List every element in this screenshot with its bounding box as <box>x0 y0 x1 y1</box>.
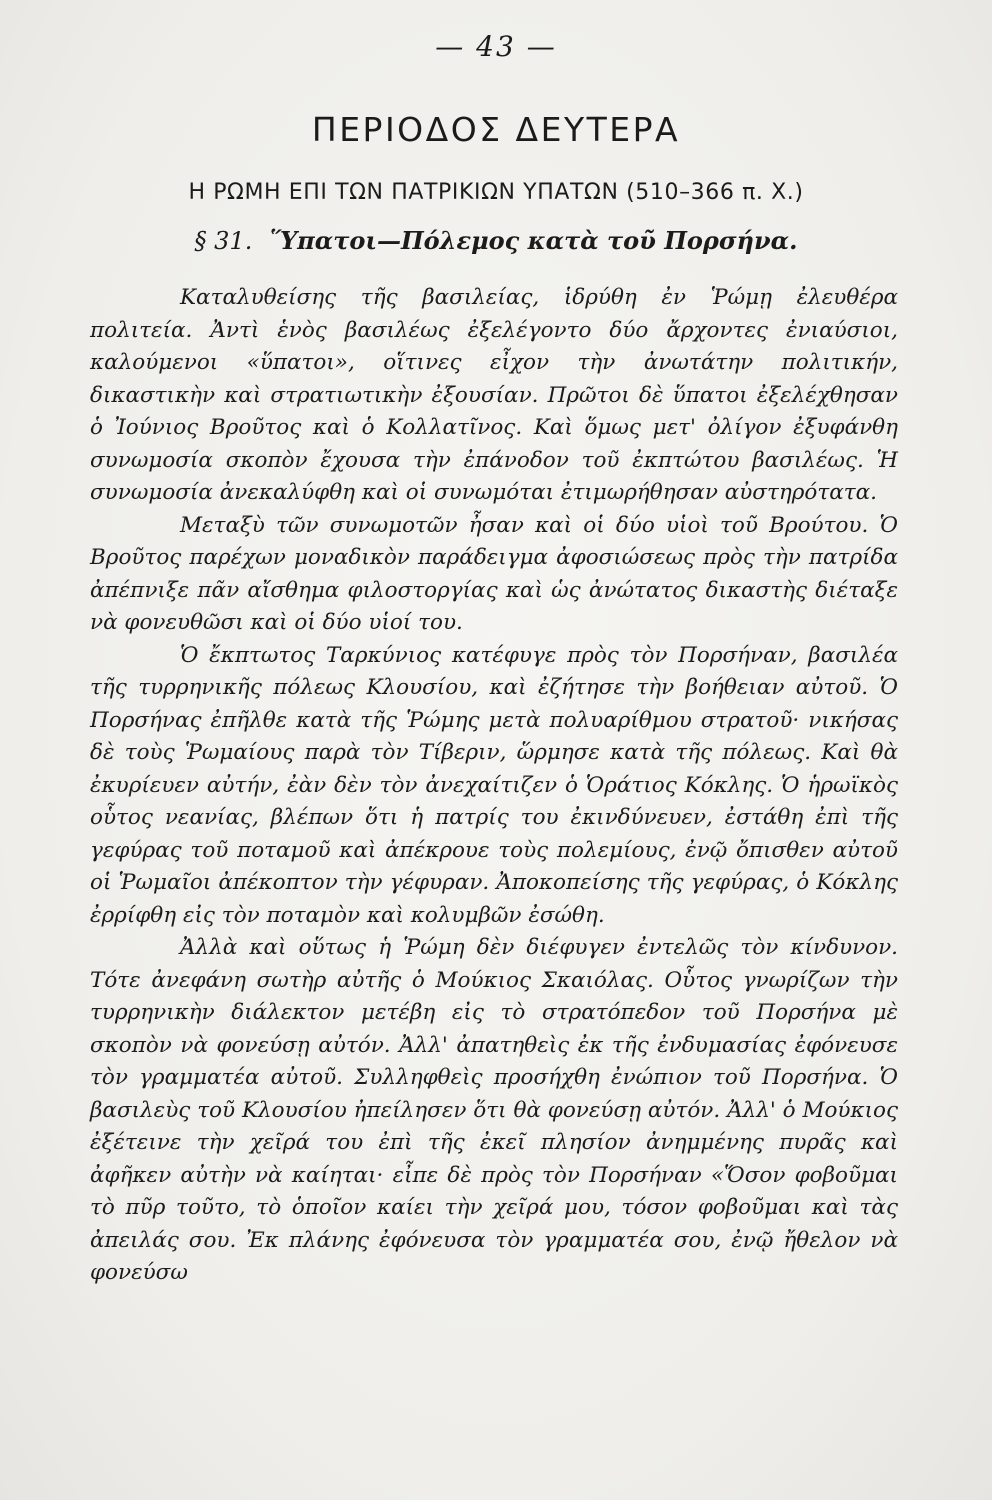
paragraph: Ἀλλὰ καὶ οὕτως ἡ Ῥώμη δὲν διέφυγεν ἐντελῶς τὸν κίνδυνον. Τότε ἀνεφάνη σωτὴρ αὐτῆς ὁ Μούκιος Σκαιόλας. Οὗτος γνωρίζων τὴν τυρρηνικὴν διάλεκτον μετέβη εἰς τὸ στρατόπεδον τοῦ Πορσήνα μὲ σκοπὸν νὰ φονεύσῃ αὐτόν. Ἀλλ' ἀπατηθεὶς ἐκ τῆς ἐνδυμασίας ἐφόνευσε τὸν γραμματέα αὐτοῦ. Συλληφθεὶς προσήχθη ἐνώπιον τοῦ Πορσήνα. Ὁ βασιλεὺς τοῦ Κλουσίου ἠπείλησεν ὅτι θὰ φονεύσῃ αὐτόν. Ἀλλ' ὁ Μούκιος ἐξέτεινε τὴν χεῖρά του ἐπὶ τῆς ἐκεῖ πλησίον ἀνημμένης πυρᾶς καὶ ἀφῆκεν αὐτὴν νὰ καίηται· εἶπε δὲ πρὸς τὸν Πορσήναν «Ὅσον φοβοῦμαι τὸ πῦρ τοῦτο, τὸ ὁποῖον καίει τὴν χεῖρά μου, τόσον φοβοῦμαι καὶ τὰς ἀπειλάς σου. Ἐκ πλάνης ἐφόνευσα τὸν γραμματέα σου, ἐνῷ ἤθελον νὰ φονεύσω <box>90 935 898 1285</box>
paragraph: Καταλυθείσης τῆς βασιλείας, ἱδρύθη ἐν Ῥώμῃ ἐλευθέρα πολιτεία. Ἀντὶ ἑνὸς βασιλέως ἐξελέγοντο δύο ἄρχοντες ἐνιαύσιοι, καλούμενοι «ὕπατοι», οἵτινες εἶχον τὴν ἀνωτάτην πολιτικήν, δικαστικὴν καὶ στρατιωτικὴν ἐξουσίαν. Πρῶτοι δὲ ὕπατοι ἐξελέχθησαν ὁ Ἰούνιος Βροῦτος καὶ ὁ Κολλατῖνος. Καὶ ὅμως μετ' ὀλίγον ἐξυφάνθη συνωμοσία σκοπὸν ἔχουσα τὴν ἐπάνοδον τοῦ ἐκπτώτου βασιλέως. Ἡ συνωμοσία ἀνεκαλύφθη καὶ οἱ συνωμόται ἐτιμωρήθησαν αὐστηρότατα. <box>90 285 898 505</box>
paragraph: Μεταξὺ τῶν συνωμοτῶν ἦσαν καὶ οἱ δύο υἱοὶ τοῦ Βρούτου. Ὁ Βροῦτος παρέχων μοναδικὸν παράδειγμα ἀφοσιώσεως πρὸς τὴν πατρίδα ἀπέπνιξε πᾶν αἴσθημα φιλοστοργίας καὶ ὡς ἀνώτατος δικαστὴς διέταξε νὰ φονευθῶσι καὶ οἱ δύο υἱοί του. <box>90 512 898 635</box>
chapter-subtitle: Η ΡΩΜΗ ΕΠΙ ΤΩΝ ΠΑΤΡΙΚΙΩΝ ΥΠΑΤΩΝ (510–366 π. Χ.) <box>188 180 804 205</box>
part-title: ΠΕΡΙΟΔΟΣ ΔΕΥΤΕΡΑ <box>311 110 681 149</box>
body-text <box>90 282 898 1290</box>
section-heading <box>0 226 992 255</box>
section-title: Ὕπατοι—Πόλεμος κατὰ τοῦ Πορσήνα. <box>269 226 798 255</box>
paragraph: Ὁ ἔκπτωτος Ταρκύνιος κατέφυγε πρὸς τὸν Πορσήναν, βασιλέα τῆς τυρρηνικῆς πόλεως Κλουσίου, καὶ ἐζήτησε τὴν βοήθειαν αὐτοῦ. Ὁ Πορσήνας ἐπῆλθε κατὰ τῆς Ῥώμης μετὰ πολυαρίθμου στρατοῦ· νικήσας δὲ τοὺς Ῥωμαίους παρὰ τὸν Τίβεριν, ὥρμησε κατὰ τῆς πόλεως. Καὶ θὰ ἐκυρίευεν αὐτήν, ἐὰν δὲν τὸν ἀνεχαίτιζεν ὁ Ὁράτιος Κόκλης. Ὁ ἡρωϊκὸς οὗτος νεανίας, βλέπων ὅτι ἡ πατρίς του ἐκινδύνευεν, ἐστάθη ἐπὶ τῆς γεφύρας τοῦ ποταμοῦ καὶ ἀπέκρουε τοὺς πολεμίους, ἐνῷ ὄπισθεν αὐτοῦ οἱ Ῥωμαῖοι ἀπέκοπτον τὴν γέφυραν. Ἀποκοπείσης τῆς γεφύρας, ὁ Κόκλης ἐρρίφθη εἰς τὸν ποταμὸν καὶ κολυμβῶν ἐσώθη. <box>90 642 898 928</box>
section-number: § 31. <box>194 227 253 255</box>
page-number: — 43 — <box>435 30 557 63</box>
